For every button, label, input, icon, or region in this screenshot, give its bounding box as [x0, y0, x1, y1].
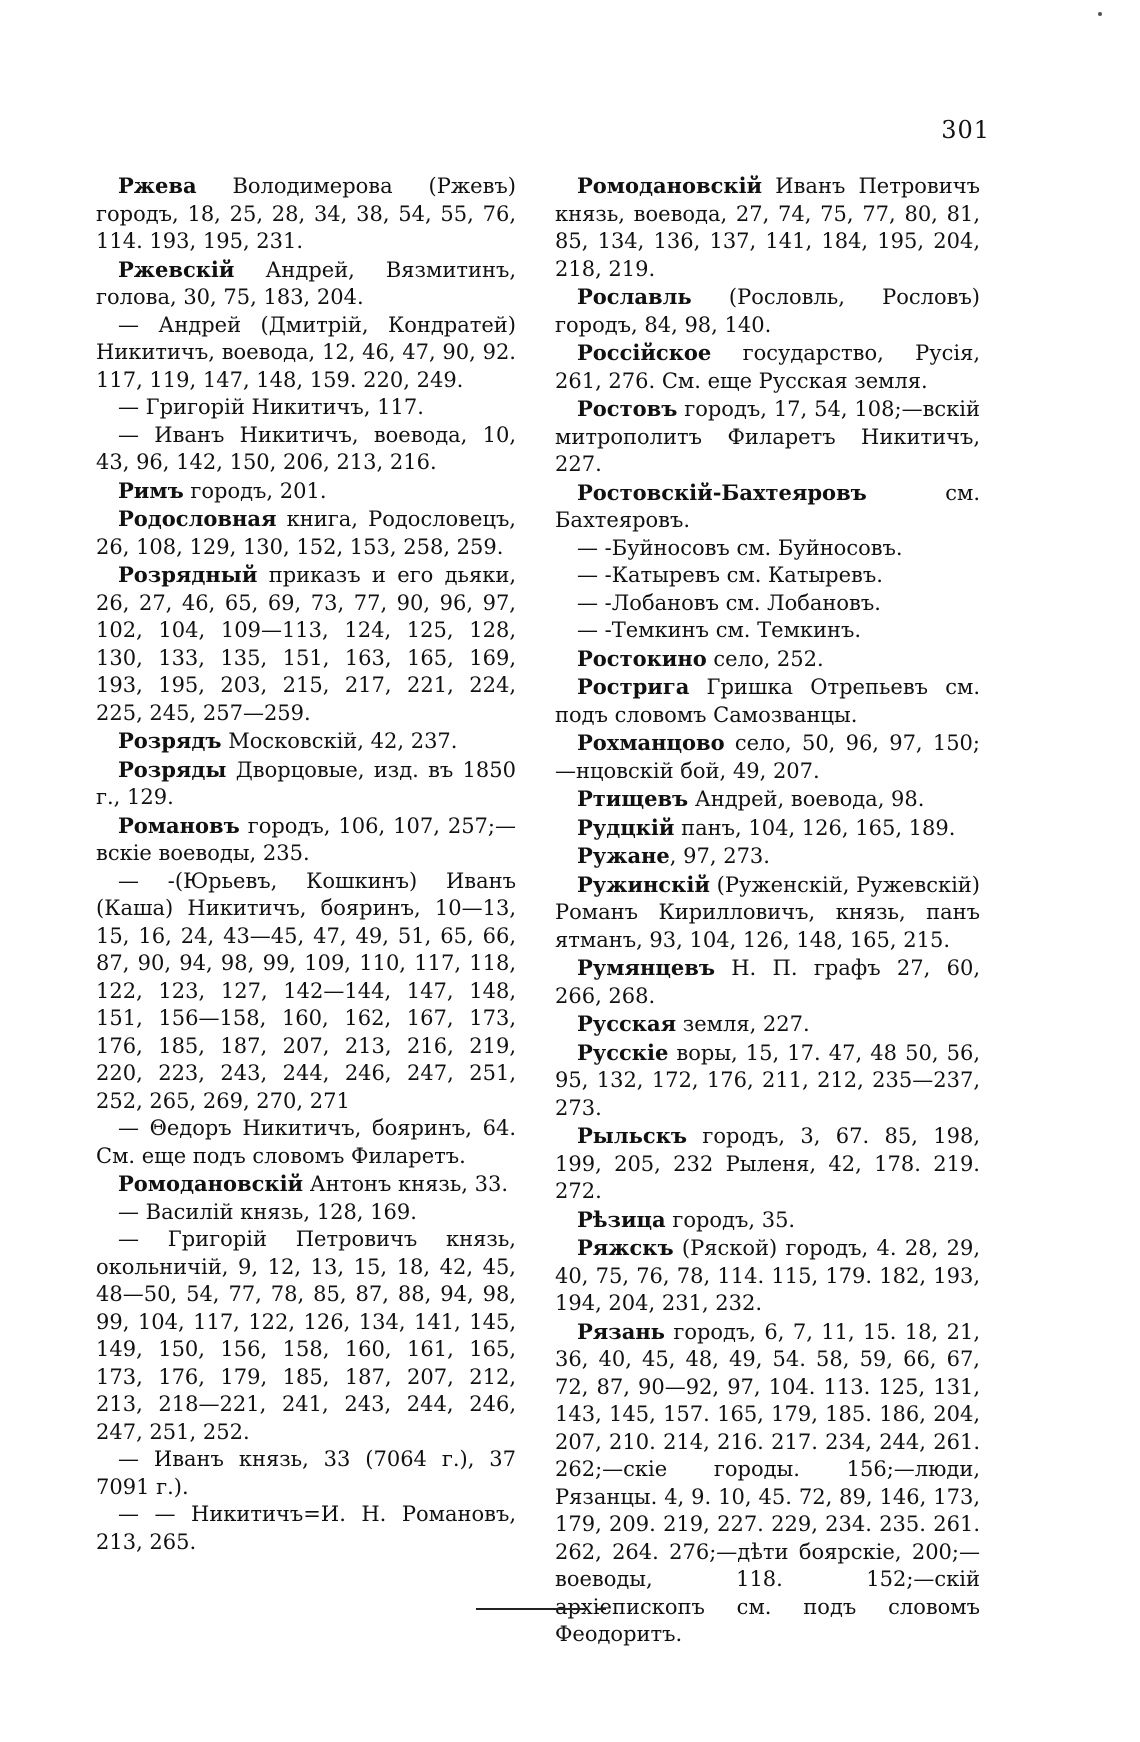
- index-entry: [96, 561, 516, 727]
- index-entry: [555, 172, 980, 283]
- entry-text: городъ, 6, 7, 11, 15. 18, 21, 36, 40, 45, 48, 49, 54. 58, 59, 66, 67, 72, 87, 90—92, 97, 104. 113. 125, 131, 143, 145, 157. 165, 179, 185. 186, 204, 207, 210. 214, 216. 217. 234, 244, 261. 262;—скіе городы. 156;—люди, Рязанцы. 4, 9. 10, 45. 72, 89, 146, 173, 179, 209. 219, 227. 229, 234. 235. 261. 262, 264. 276;—дѣти боярскіе, 200;—воеводы, 118. 152;—скій архіепископъ см. подъ словомъ Феодоритъ.: [555, 1319, 980, 1646]
- entry-headword: Рохманцово: [577, 730, 725, 755]
- index-entry: [555, 871, 980, 955]
- entry-headword: Родословная: [118, 506, 277, 531]
- index-entry: [96, 1115, 516, 1170]
- end-rule: [476, 1608, 586, 1610]
- index-entry: [555, 814, 980, 843]
- index-entry: [555, 1010, 980, 1039]
- index-entry: [555, 645, 980, 674]
- entry-headword: Россійское: [577, 340, 712, 365]
- entry-headword: Ржева: [118, 173, 197, 198]
- entry-headword: Рострига: [577, 674, 690, 699]
- entry-text: городъ, 17, 54, 108;—вскій митрополитъ Филаретъ Никитичъ, 227.: [555, 397, 980, 476]
- entry-headword: Рыльскъ: [577, 1123, 687, 1148]
- index-entry: [96, 1199, 516, 1227]
- entry-headword: Рѣзица: [577, 1206, 666, 1232]
- index-entry: [96, 172, 516, 256]
- entry-text: — Иванъ князь, 33 (7064 г.), 37 7091 г.).: [96, 1447, 516, 1499]
- index-entry: [555, 339, 980, 395]
- index-entry: [96, 727, 516, 756]
- entry-text: — Андрей (Дмитрій, Кондратей) Никитичъ, воевода, 12, 46, 47, 90, 92. 117, 119, 147, 148, 159. 220, 249.: [96, 312, 516, 392]
- entry-text: село, 252.: [706, 646, 824, 671]
- index-entry: [555, 1122, 980, 1206]
- entry-headword: Румянцевъ: [577, 955, 715, 980]
- index-entry: [555, 283, 980, 339]
- entry-text: — Григорій Петровичъ князь, окольничій, 9, 12, 13, 15, 18, 42, 45, 48—50, 54, 77, 78, 85, 87, 88, 94, 98, 99, 104, 117, 122, 126, 134, 141, 145, 149, 150, 156, 158, 160, 161, 165, 173, 176, 179, 185, 187, 207, 212, 213, 218—221, 241, 243, 244, 246, 247, 251, 252.: [96, 1227, 516, 1444]
- entry-text: (Ряской) городъ, 4. 28, 29, 40, 75, 76, 78, 114. 115, 179. 182, 193, 194, 204, 231, 232.: [555, 1236, 980, 1315]
- entry-headword: Рязань: [577, 1318, 665, 1344]
- entry-text: — -Темкинъ см. Темкинъ.: [577, 618, 862, 642]
- entry-headword: Рославль: [577, 284, 692, 309]
- entry-text: — Θедоръ Никитичъ, бояринъ, 64. См. еще подъ словомъ Филаретъ.: [96, 1116, 516, 1168]
- entry-headword: Ромодановскій: [577, 173, 763, 198]
- ink-speck: [1098, 12, 1102, 16]
- entry-text: Московскій, 42, 237.: [221, 729, 458, 753]
- index-entry: [96, 477, 516, 506]
- entry-headword: Романовъ: [118, 812, 240, 838]
- entry-text: Антонъ князь, 33.: [303, 1172, 508, 1196]
- entry-text: городъ, 3, 67. 85, 198, 199, 205, 232 Рыленя, 42, 178. 219. 272.: [555, 1124, 980, 1203]
- index-entry: [96, 1501, 516, 1556]
- index-entry: [96, 505, 516, 561]
- index-column-left: [96, 172, 516, 1556]
- index-entry: [555, 1039, 980, 1123]
- entry-text: государство, Русія, 261, 276. См. еще Русская земля.: [555, 341, 980, 393]
- entry-text: земля, 227.: [676, 1012, 810, 1036]
- entry-headword: Розрядный: [118, 562, 258, 587]
- entry-text: Андрей, воевода, 98.: [688, 787, 925, 811]
- entry-text: приказъ и его дьяки, 26, 27, 46, 65, 69, 73, 77, 90, 96, 97, 102, 104, 109—113, 124, 125, 128, 130, 133, 135, 151, 163, 165, 169, 193, 195, 203, 215, 217, 221, 224, 225, 245, 257—259.: [96, 563, 516, 725]
- entry-headword: Розряды: [118, 756, 227, 782]
- end-rule-tick: [596, 1608, 606, 1610]
- entry-text: — -Лобановъ см. Лобановъ.: [577, 590, 881, 615]
- index-entry: [96, 1170, 516, 1199]
- index-entry: [555, 535, 980, 563]
- entry-text: — — Никитичъ=И. Н. Романовъ, 213, 265.: [96, 1502, 516, 1554]
- entry-text: — -(Юрьевъ, Кошкинъ) Иванъ (Каша) Никитичъ, бояринъ, 10—13, 15, 16, 24, 43—45, 47, 49, 51, 65, 66, 87, 90, 94, 98, 99, 109, 110, 117, 118, 122, 123, 127, 142—144, 147, 148, 151, 156—158, 160, 162, 167, 173, 176, 185, 187, 207, 213, 216, 219, 220, 223, 243, 244, 246, 247, 251, 252, 265, 269, 270, 271: [96, 868, 516, 1113]
- entry-text: городъ, 106, 107, 257;— вскіе воеводы, 235.: [96, 813, 516, 865]
- index-entry: [555, 562, 980, 590]
- index-entry: [555, 479, 980, 535]
- entry-headword: Ряжскъ: [577, 1235, 674, 1260]
- index-entry: [96, 256, 516, 312]
- entry-text: — Василій князь, 128, 169.: [118, 1199, 417, 1224]
- index-entry: [555, 954, 980, 1010]
- entry-headword: Римъ: [118, 477, 184, 503]
- index-entry: [555, 1206, 980, 1235]
- entry-text: Гришка Отрепьевъ см. подъ словомъ Самозванцы.: [555, 675, 980, 727]
- entry-headword: Ружане: [577, 843, 670, 868]
- index-entry: [96, 756, 516, 812]
- entry-text: — -Катыревъ см. Катыревъ.: [577, 563, 883, 587]
- entry-text: городъ, 201.: [183, 478, 327, 503]
- entry-text: Иванъ Петровичъ князь, воевода, 27, 74, 75, 77, 80, 81, 85, 134, 136, 137, 141, 184, 195, 204, 218, 219.: [555, 174, 980, 281]
- index-entry: [555, 1234, 980, 1318]
- entry-text: Володимерова (Ржевъ) городъ, 18, 25, 28, 34, 38, 54, 55, 76, 114. 193, 195, 231.: [96, 174, 516, 253]
- index-column-right: [555, 172, 980, 1649]
- entry-text: — -Буйносовъ см. Буйносовъ.: [577, 535, 903, 560]
- entry-headword: Ржевскій: [118, 256, 235, 282]
- index-entry: [555, 395, 980, 479]
- index-entry: [96, 1226, 516, 1446]
- entry-text: , 97, 273.: [669, 844, 770, 868]
- entry-text: село, 50, 96, 97, 150;—нцовскій бой, 49, 207.: [555, 731, 980, 783]
- index-entry: [96, 422, 516, 477]
- index-entry: [555, 590, 980, 618]
- entry-text: Дворцовые, изд. въ 1850 г., 129.: [96, 757, 516, 809]
- entry-text: Андрей, Вязмитинъ, голова, 30, 75, 183, 204.: [96, 257, 516, 309]
- entry-headword: Русская: [577, 1011, 677, 1036]
- index-entry: [96, 868, 516, 1116]
- page-number: 301: [941, 116, 990, 144]
- index-entry: [96, 312, 516, 395]
- entry-text: панъ, 104, 126, 165, 189.: [674, 815, 956, 840]
- entry-text: (Руженскій, Ружевскій) Романъ Кирилловичъ, князь, панъ ятманъ, 93, 104, 126, 148, 165, 215.: [555, 872, 980, 952]
- entry-text: книга, Родословецъ, 26, 108, 129, 130, 152, 153, 258, 259.: [96, 507, 516, 559]
- index-entry: [96, 812, 516, 868]
- entry-text: воры, 15, 17. 47, 48 50, 56, 95, 132, 172, 176, 211, 212, 235—237, 273.: [555, 1040, 980, 1120]
- entry-headword: Ромодановскій: [118, 1171, 304, 1196]
- entry-headword: Ртищевъ: [577, 786, 689, 811]
- entry-text: — Иванъ Никитичъ, воевода, 10, 43, 96, 142, 150, 206, 213, 216.: [96, 422, 516, 474]
- index-entry: [555, 729, 980, 785]
- index-entry: [96, 1446, 516, 1501]
- entry-headword: Ружинскій: [577, 871, 710, 897]
- entry-text: см. Бахтеяровъ.: [555, 480, 980, 532]
- index-entry: [555, 842, 980, 871]
- entry-headword: Ростокино: [577, 645, 707, 671]
- entry-headword: Рудцкій: [577, 814, 675, 840]
- index-entry: [96, 394, 516, 422]
- entry-text: городъ, 35.: [665, 1207, 796, 1232]
- index-entry: [555, 673, 980, 729]
- entry-text: — Григорій Никитичъ, 117.: [118, 395, 424, 419]
- index-entry: [555, 617, 980, 645]
- entry-headword: Ростовъ: [577, 396, 678, 421]
- entry-text: (Рословль, Рословъ) городъ, 84, 98, 140.: [555, 285, 980, 337]
- entry-headword: Ростовскій-Бахтеяровъ: [577, 479, 867, 505]
- index-entry: [555, 785, 980, 814]
- index-entry: [555, 1318, 980, 1649]
- entry-headword: Русскіе: [577, 1039, 669, 1065]
- entry-text: Н. П. графъ 27, 60, 266, 268.: [555, 956, 980, 1008]
- entry-headword: Розрядъ: [118, 728, 222, 753]
